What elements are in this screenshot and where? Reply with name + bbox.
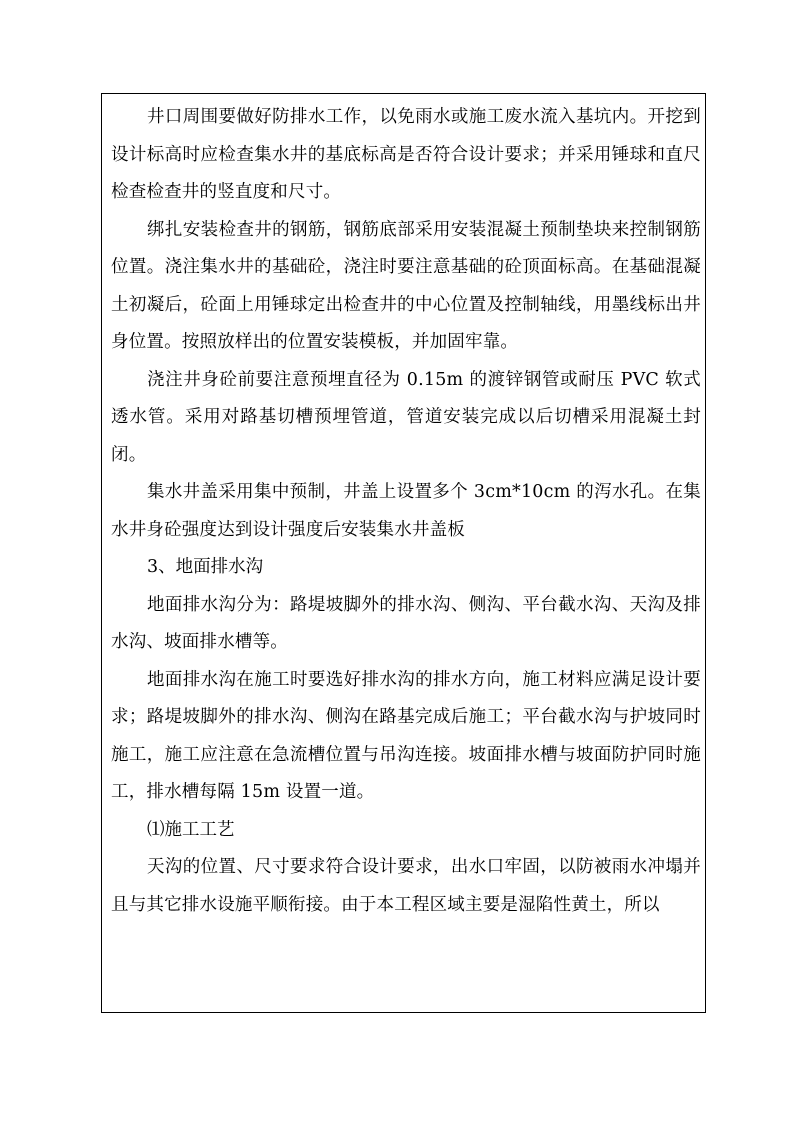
paragraph-ditch-types: 地面排水沟分为：路堤坡脚外的排水沟、侧沟、平台截水沟、天沟及排水沟、坡面排水槽等。 [111, 594, 701, 652]
document-body [111, 99, 701, 924]
subsection-heading-process: ⑴施工工艺 [147, 819, 235, 840]
paragraph-rebar-installation: 绑扎安装检查井的钢筋，钢筋底部采用安装混凝土预制垫块来控制钢筋位置。浇注集水井的基础砼，浇注时要注意基础的砼顶面标高。在基础混凝土初凝后，砼面上用锤球定出检查井的中心位置及控制轴线，用墨线标出井身位置。按照放样出的位置安装模板，并加固牢靠。 [111, 219, 701, 352]
paragraph-pipe-embedding: 浇注井身砼前要注意预埋直径为 0.15m 的渡锌钢管或耐压 PVC 软式透水管。采用对路基切槽预埋管道，管道安装完成以后切槽采用混凝土封闭。 [111, 369, 701, 465]
section-heading-ground-ditch: 3、地面排水沟 [147, 557, 264, 577]
paragraph-gutter-requirements: 天沟的位置、尺寸要求符合设计要求，出水口牢固，以防被雨水冲塌并且与其它排水设施平顺衔接。由于本工程区域主要是湿陷性黄土，所以 [111, 857, 701, 915]
paragraph-ditch-construction: 地面排水沟在施工时要选好排水沟的排水方向，施工材料应满足设计要求；路堤坡脚外的排水沟、侧沟在路基完成后施工；平台截水沟与护坡同时施工，施工应注意在急流槽位置与吊沟连接。坡面排水槽与坡面防护同时施工，排水槽每隔 15m 设置一道。 [111, 669, 701, 802]
paragraph-well-drainage: 井口周围要做好防排水工作，以免雨水或施工废水流入基坑内。开挖到设计标高时应检查集水井的基底标高是否符合设计要求；并采用锤球和直尺检查检查井的竖直度和尺寸。 [111, 107, 701, 202]
paragraph-well-cover: 集水井盖采用集中预制，井盖上设置多个 3cm*10cm 的泻水孔。在集水井身砼强度达到设计强度后安装集水井盖板 [111, 482, 701, 540]
